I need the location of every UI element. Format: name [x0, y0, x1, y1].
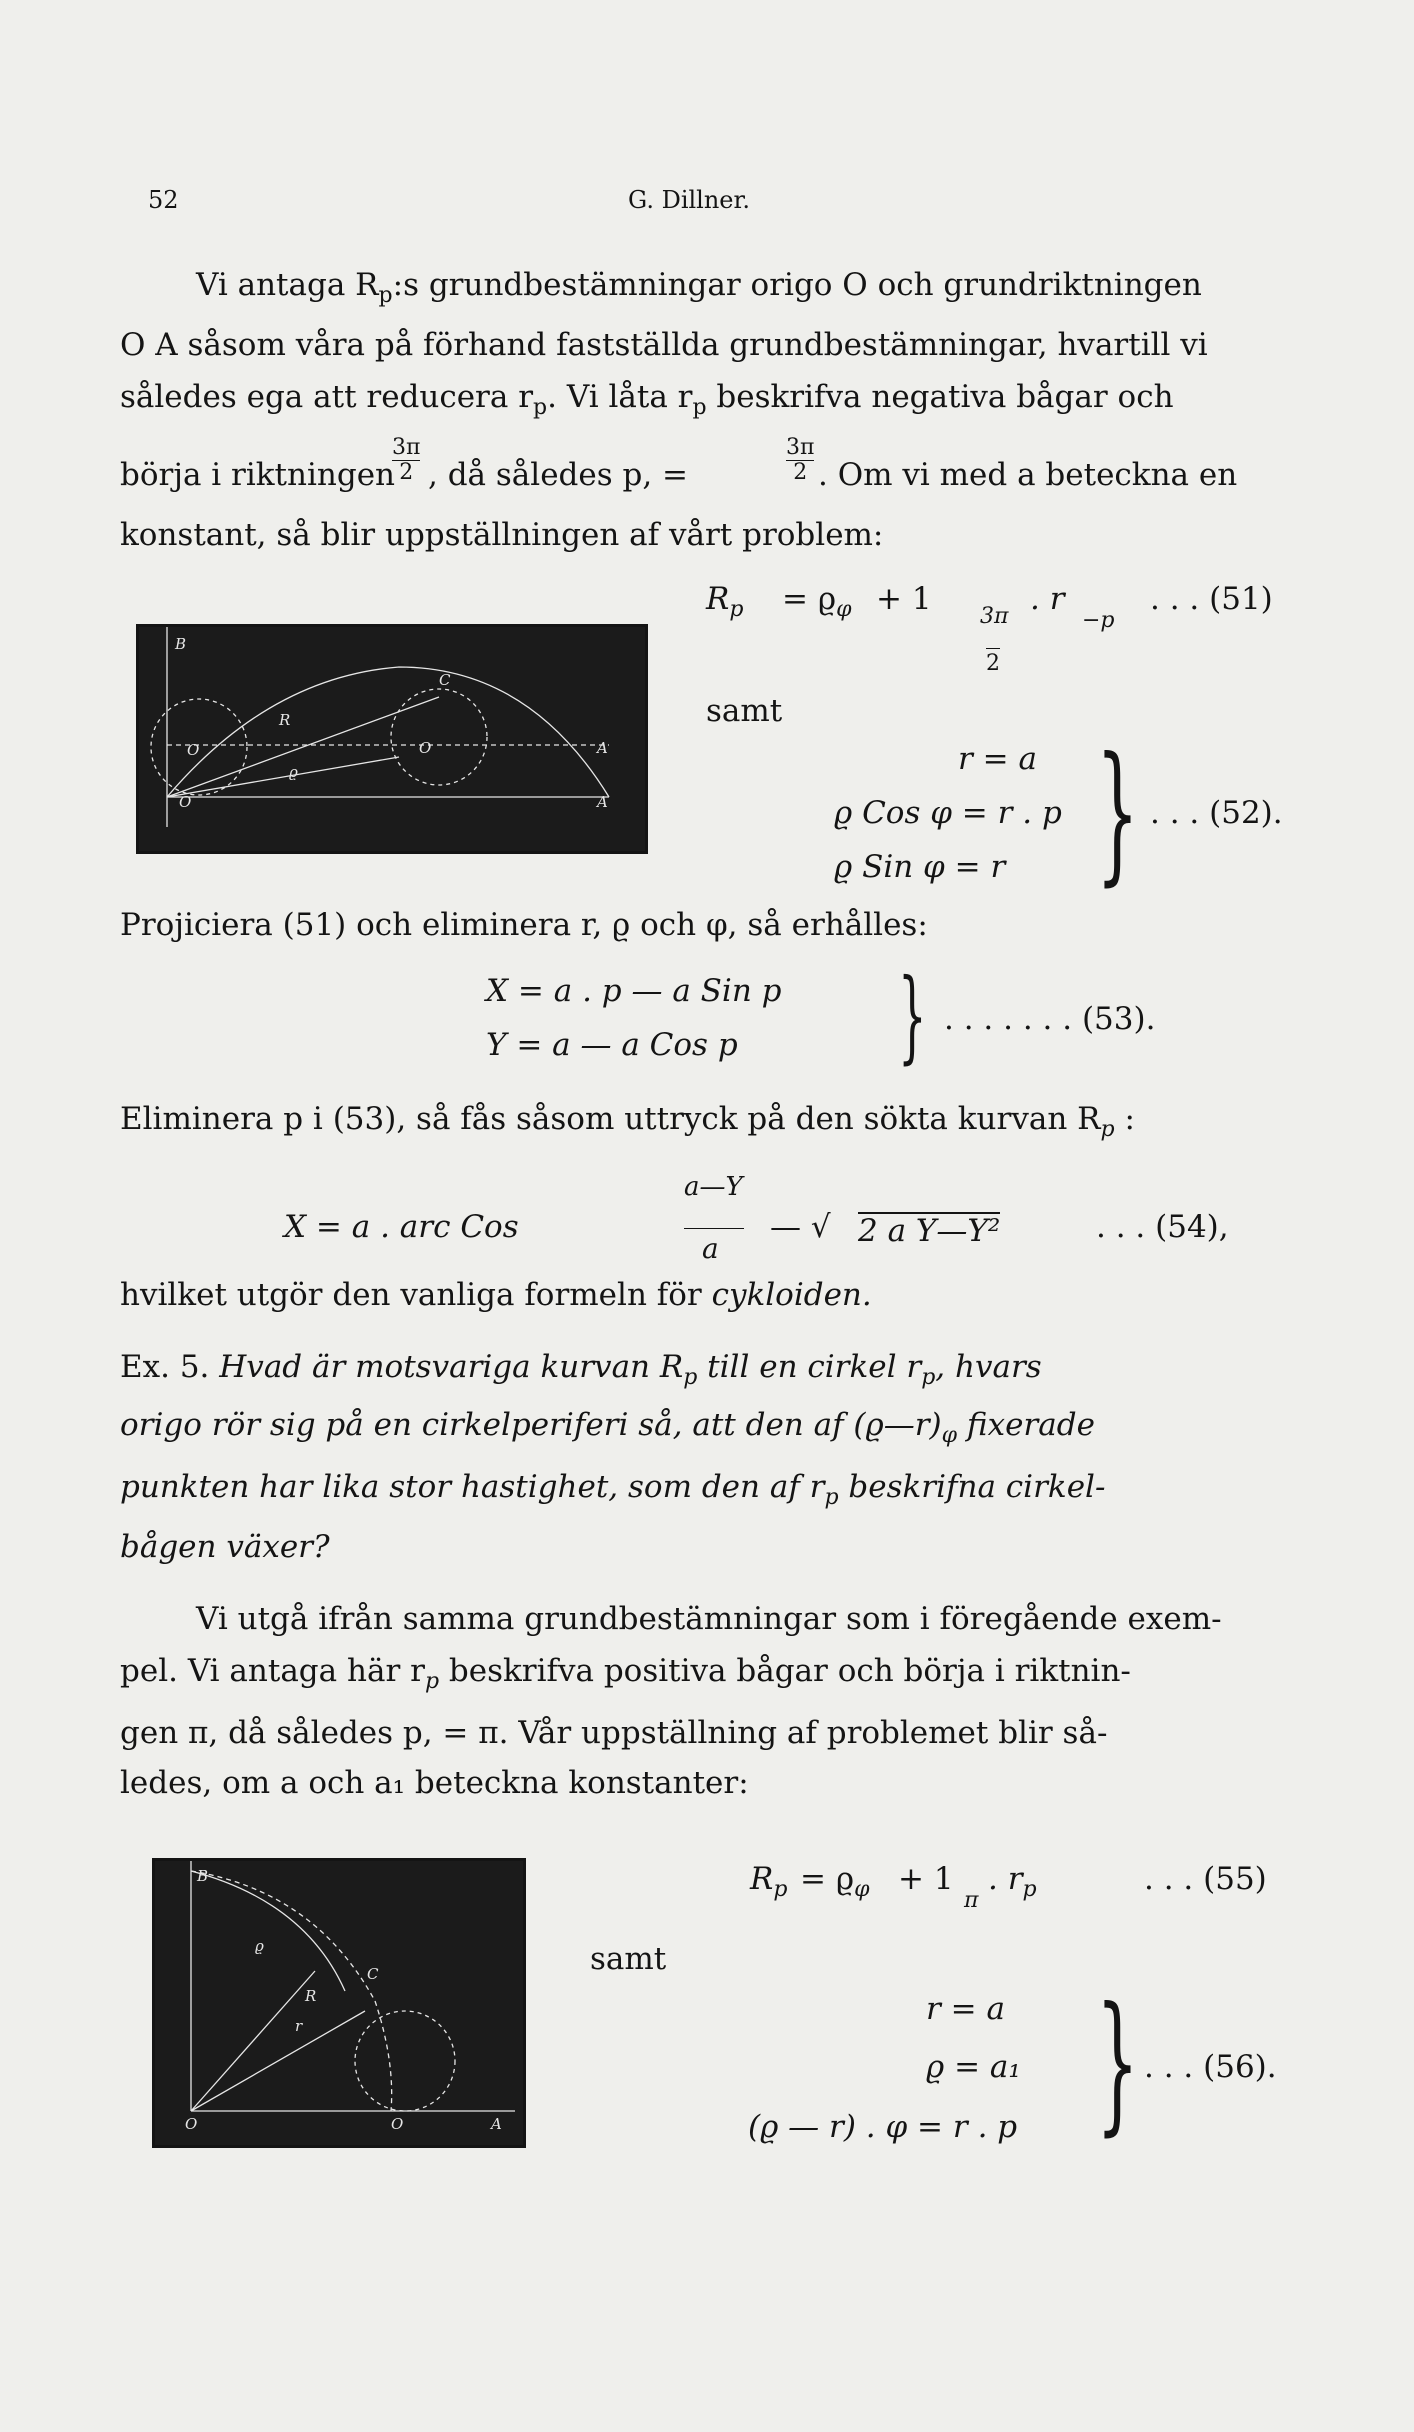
fig2-label-C: C	[367, 1965, 379, 1983]
samt-1: samt	[706, 693, 783, 729]
p1-line2: O A såsom våra på förhand fastställda grundbestämningar, hvartill vi	[120, 327, 1208, 363]
eq55-rhs: = $ϱ_\varphi$	[800, 1861, 870, 1903]
fig1-label-A1: A	[597, 739, 608, 757]
eq56-label: . . . (56).	[1144, 2049, 1277, 2085]
fig2-dashed-arc	[191, 1871, 392, 2111]
fig2-dashed-circle	[355, 2011, 455, 2111]
fig1-label-C: C	[439, 671, 451, 689]
p1-line4-mid: , då således p, =	[428, 457, 689, 493]
p1-line4-end: . Om vi med a beteckna en	[818, 457, 1238, 493]
figure-2-drawing	[155, 1861, 523, 2145]
fig2-rho-line	[191, 1971, 315, 2111]
ex5-line1: Ex. 5. Hvad är motsvariga kurvan $R_p$ till en cirkel $r_p$, hvars	[120, 1349, 1042, 1391]
brace-52: }	[1096, 726, 1139, 900]
p5-line4: ledes, om a och a₁ beteckna konstanter:	[120, 1765, 749, 1801]
fig2-label-O: O	[185, 2115, 198, 2133]
samt-2: samt	[590, 1941, 667, 1977]
frac-3pi-2-a: 3π 2	[392, 435, 421, 486]
ex5-line3: punkten har lika stor hastighet, som den af $r_p$ beskrifna cirkel-	[120, 1469, 1106, 1511]
eq55-label: . . . (55)	[1144, 1861, 1267, 1897]
dashed-circle-2	[391, 689, 487, 785]
fig1-label-A2: A	[597, 793, 608, 811]
eq51-r: . r	[1030, 581, 1065, 617]
eq51-lhs: $R_p$	[706, 581, 744, 623]
fig1-label-rho: ϱ	[289, 763, 298, 781]
figure-2	[152, 1858, 526, 2148]
p3: Eliminera p i (53), så fås såsom uttryck på den sökta kurvan $R_p$ :	[120, 1101, 1135, 1143]
p2: Projiciera (51) och eliminera r, ϱ och φ, så erhålles:	[120, 907, 928, 943]
fig2-label-B: B	[197, 1867, 209, 1885]
eq51-sub-3pi: 3π	[980, 604, 1009, 629]
fig2-curve	[191, 1871, 345, 1991]
eq54-mid: — √	[770, 1209, 831, 1245]
eq55-r: . $r_p$	[988, 1861, 1037, 1903]
fig1-label-O2: O	[179, 793, 192, 811]
eq55-plus: + 1	[898, 1861, 954, 1897]
eq55-lhs: $R_p$	[750, 1861, 788, 1903]
p5-line1: Vi utgå ifrån samma grundbestämningar som i föregående exem-	[196, 1601, 1222, 1637]
brace-56: }	[1096, 1976, 1139, 2150]
eq54-den: a	[702, 1232, 719, 1265]
rho-line	[167, 757, 399, 797]
eq56-row2: ϱ = a₁	[926, 2049, 1021, 2085]
fig2-label-Rp: R	[305, 1987, 317, 2005]
running-header: G. Dillner.	[628, 186, 750, 214]
fig1-label-Rp: R	[279, 711, 291, 729]
ex5-line4: bågen växer?	[120, 1529, 330, 1565]
eq54-lhs: X = a . arc Cos	[284, 1209, 519, 1245]
figure-1-drawing	[139, 627, 645, 851]
figure-1	[136, 624, 648, 854]
eq52-label: . . . (52).	[1150, 795, 1283, 831]
fig2-radius-line	[191, 2011, 365, 2111]
fig2-label-rho: ϱ	[255, 1937, 264, 1955]
fig1-label-O1: O	[419, 739, 432, 757]
eq52-row3: ϱ Sin φ = r	[834, 849, 1006, 885]
eq54-label: . . . (54),	[1096, 1209, 1229, 1245]
brace-53: }	[898, 957, 927, 1074]
eq53-row1: X = a . p — a Sin p	[486, 973, 782, 1009]
eq51-rho: = $ϱ_\varphi$	[782, 581, 852, 623]
p4: hvilket utgör den vanliga formeln för cykloiden.	[120, 1277, 872, 1313]
eq51-label: . . . (51)	[1150, 581, 1273, 617]
p5-line3: gen π, då således p, = π. Vår uppställning af problemet blir så-	[120, 1715, 1108, 1751]
fig2-label-O1: O	[391, 2115, 404, 2133]
eq51-sub-2: 2	[986, 648, 1000, 676]
eq54-radicand: 2 a Y—Y²	[858, 1213, 1001, 1249]
eq51-sub-p: −p	[1082, 608, 1115, 633]
eq56-row1: r = a	[926, 1991, 1005, 2027]
p1-line4: börja i riktningen	[120, 457, 396, 493]
p1-line1: Vi antaga $R_p:s$ grundbestämningar origo O och grundriktningen	[196, 267, 1202, 309]
fig1-label-O: O	[187, 741, 200, 759]
p1-line5: konstant, så blir uppställningen af vårt problem:	[120, 517, 884, 553]
p5-line2: pel. Vi antaga här $r_p$ beskrifva positiva bågar och börja i riktnin-	[120, 1653, 1131, 1695]
cycloid-curve	[167, 667, 609, 797]
fig1-label-B: B	[175, 635, 187, 653]
fig2-label-A: A	[491, 2115, 502, 2133]
eq53-label: . . . . . . . (53).	[944, 1001, 1156, 1037]
eq56-row3: (ϱ — r) . φ = r . p	[748, 2109, 1018, 2145]
eq53-row2: Y = a — a Cos p	[486, 1027, 738, 1063]
eq52-row2: ϱ Cos φ = r . p	[834, 795, 1062, 831]
eq51-plus: + 1	[876, 581, 932, 617]
eq55-sub-pi: π	[964, 1888, 979, 1913]
p1-line3: således ega att reducera $r_p$. Vi låta $r_p$ beskrifva negativa bågar och	[120, 379, 1174, 421]
page-number: 52	[148, 186, 179, 214]
eq52-row1: r = a	[958, 741, 1037, 777]
eq54-num: a—Y	[684, 1172, 743, 1202]
ex5-line2: origo rör sig på en cirkelperiferi så, att den af $(ϱ—r)_\varphi$ fixerade	[120, 1407, 1095, 1449]
frac-3pi-2-b: 3π 2	[786, 435, 815, 486]
eq54-fraction-bar	[684, 1228, 744, 1229]
fig2-label-rp: r	[295, 2017, 303, 2035]
